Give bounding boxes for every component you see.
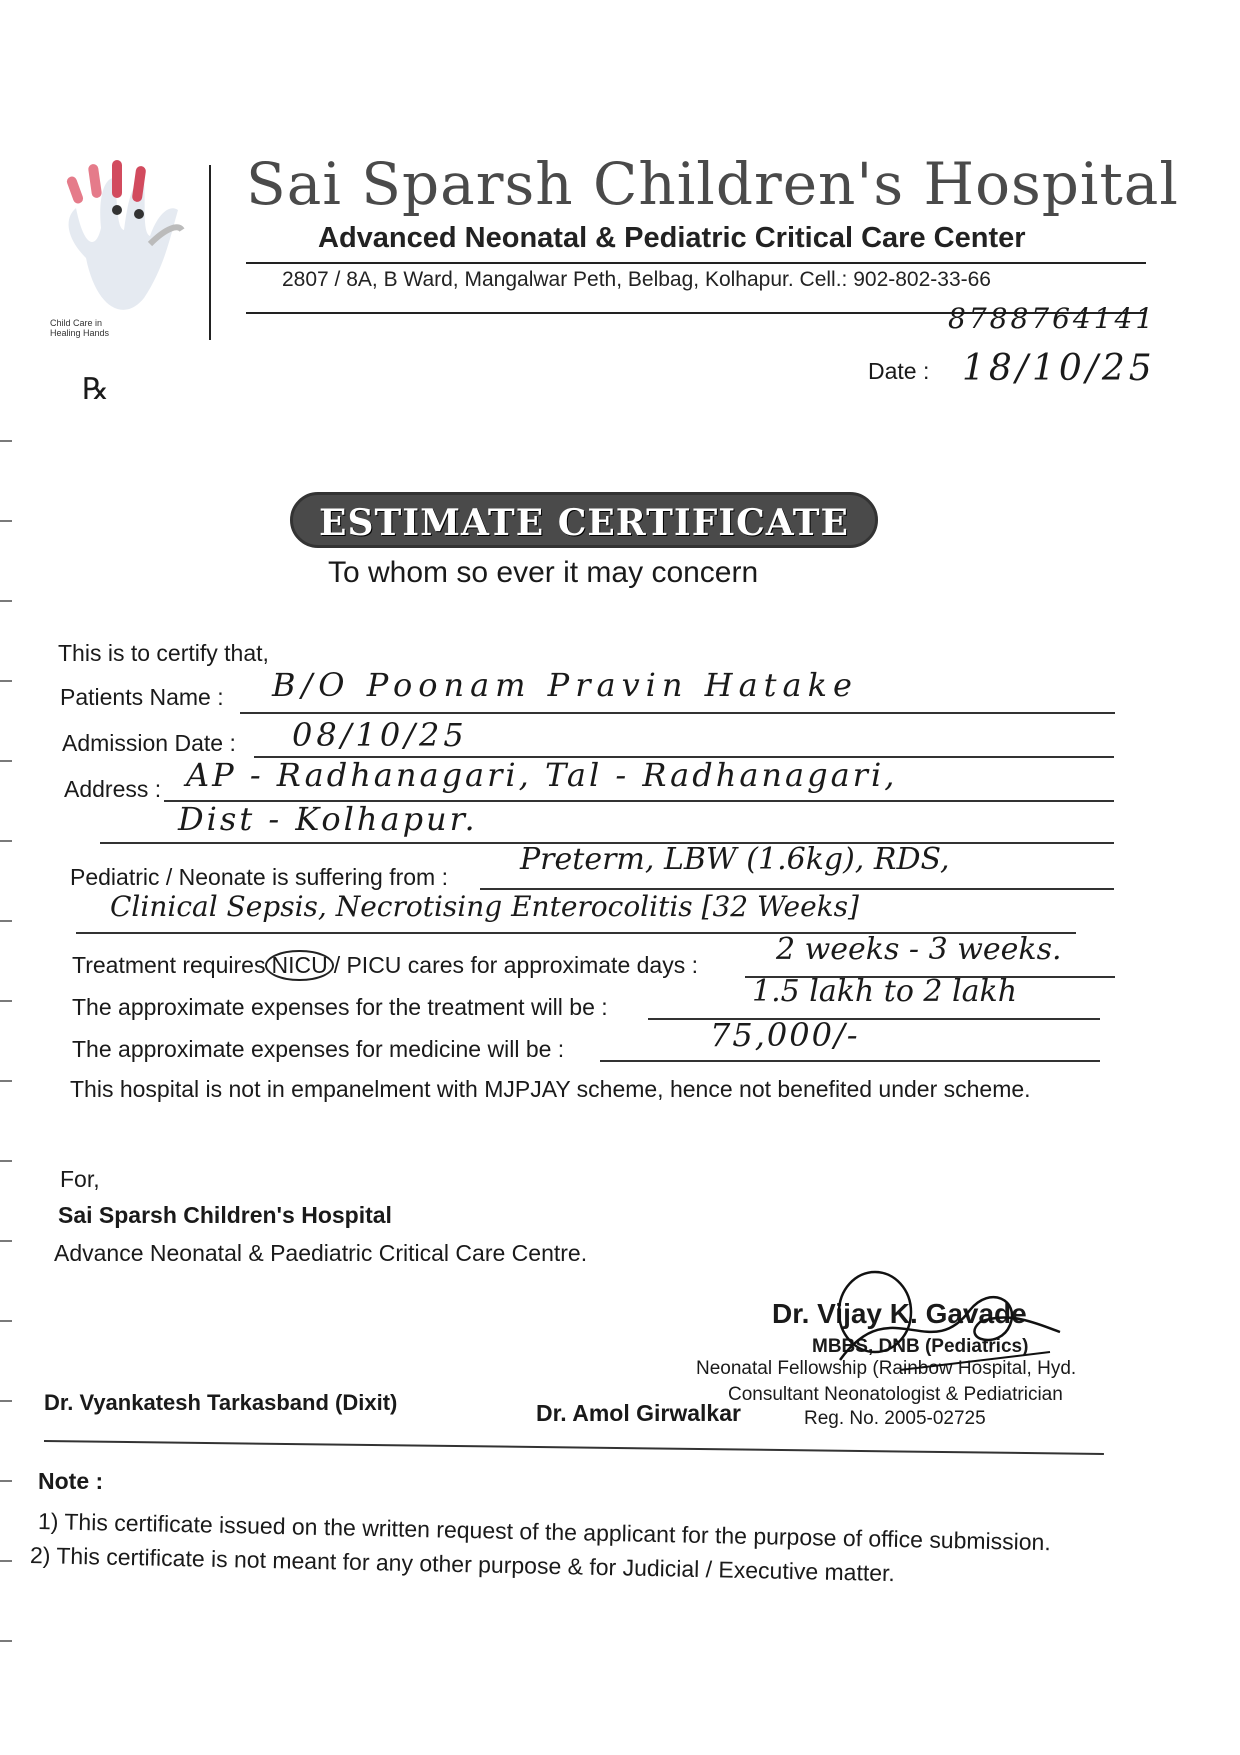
intro-text: This is to certify that, xyxy=(58,640,269,666)
date-value: 18/10/25 xyxy=(962,348,1156,389)
for-label: For, xyxy=(60,1166,100,1192)
stamp-doctor-name: Dr. Vijay K. Gavade xyxy=(772,1298,1027,1329)
doctor-girwalkar: Dr. Amol Girwalkar xyxy=(536,1400,741,1426)
suffering-label: Pediatric / Neonate is suffering from : xyxy=(70,864,448,890)
medicine-label: The approximate expenses for medicine will be : xyxy=(72,1036,565,1062)
hospital-address: 2807 / 8A, B Ward, Mangalwar Peth, Belbag, Kolhapur. Cell.: 902-802-33-66 xyxy=(282,268,991,291)
patient-name-value: B/O Poonam Pravin Hatake xyxy=(272,666,858,704)
medicine-line xyxy=(600,1060,1100,1062)
hospital-name: Sai Sparsh Children's Hospital xyxy=(246,150,1179,218)
stamp-consultant: Consultant Neonatologist & Pediatrician xyxy=(728,1384,1063,1405)
medicine-value: 75,000/- xyxy=(710,1016,860,1054)
date-label: Date : xyxy=(868,358,930,384)
doctor-signature xyxy=(780,1270,1070,1390)
hospital-subtitle: Advanced Neonatal & Pediatric Critical Care Center xyxy=(318,222,1026,254)
nicu-circled: NICU xyxy=(265,950,333,981)
stamp-degree: MBBS, DNB (Pediatrics) xyxy=(812,1336,1029,1357)
expense-label: The approximate expenses for the treatment will be : xyxy=(72,994,608,1020)
note-2: 2) This certificate is not meant for any other purpose & for Judicial / Executive matter. xyxy=(29,1542,896,1587)
treatment-label xyxy=(72,950,698,981)
patient-name-label: Patients Name : xyxy=(60,684,224,710)
certificate-badge-text: ESTIMATE CERTIFICATE xyxy=(319,502,849,544)
page-margin-marks xyxy=(0,0,14,1755)
stamp-reg-no: Reg. No. 2005-02725 xyxy=(804,1408,986,1429)
treatment-label-post: / PICU cares for approximate days : xyxy=(333,952,698,978)
admission-date-label: Admission Date : xyxy=(62,730,236,756)
header-divider xyxy=(209,165,211,340)
stamp-fellowship: Neonatal Fellowship (Rainbow Hospital, Hyd. xyxy=(696,1358,1077,1379)
logo-caption xyxy=(50,318,170,338)
admission-date-value: 08/10/25 xyxy=(292,716,468,754)
patient-name-line xyxy=(240,712,1115,714)
address-value-2: Dist - Kolhapur. xyxy=(178,800,478,838)
note-1: 1) This certificate issued on the written request of the applicant for the purpose of office submission. xyxy=(37,1508,1052,1556)
footer-rule xyxy=(44,1440,1104,1455)
certificate-badge xyxy=(290,492,878,548)
treatment-value: 2 weeks - 3 weeks. xyxy=(776,932,1062,967)
to-whom-concern: To whom so ever it may concern xyxy=(328,556,759,589)
footer-hospital-name: Sai Sparsh Children's Hospital xyxy=(58,1202,392,1228)
doctor-tarkasband: Dr. Vyankatesh Tarkasband (Dixit) xyxy=(44,1390,398,1415)
suffering-value-1: Preterm, LBW (1.6kg), RDS, xyxy=(520,842,950,877)
header-rule xyxy=(246,262,1146,264)
footer-centre: Advance Neonatal & Paediatric Critical Care Centre. xyxy=(54,1240,588,1266)
note-heading: Note : xyxy=(38,1468,104,1494)
address-label: Address : xyxy=(64,776,162,802)
address-value-1: AP - Radhanagari, Tal - Radhanagari, xyxy=(186,756,898,794)
treatment-label-pre: Treatment requires xyxy=(72,952,266,978)
logo-caption-line2: Healing Hands xyxy=(50,328,110,338)
hospital-logo-hand-icon xyxy=(46,158,196,333)
logo-caption-line1: Child Care in xyxy=(50,318,103,328)
rx-symbol: ℞ xyxy=(82,372,109,407)
handwritten-cell-number: 8788764141 xyxy=(948,302,1157,335)
scheme-note: This hospital is not in empanelment with MJPJAY scheme, hence not benefited under scheme. xyxy=(70,1076,1031,1102)
expense-value: 1.5 lakh to 2 lakh xyxy=(752,974,1018,1009)
suffering-value-2: Clinical Sepsis, Necrotising Enterocolitis [32 Weeks] xyxy=(110,890,859,923)
